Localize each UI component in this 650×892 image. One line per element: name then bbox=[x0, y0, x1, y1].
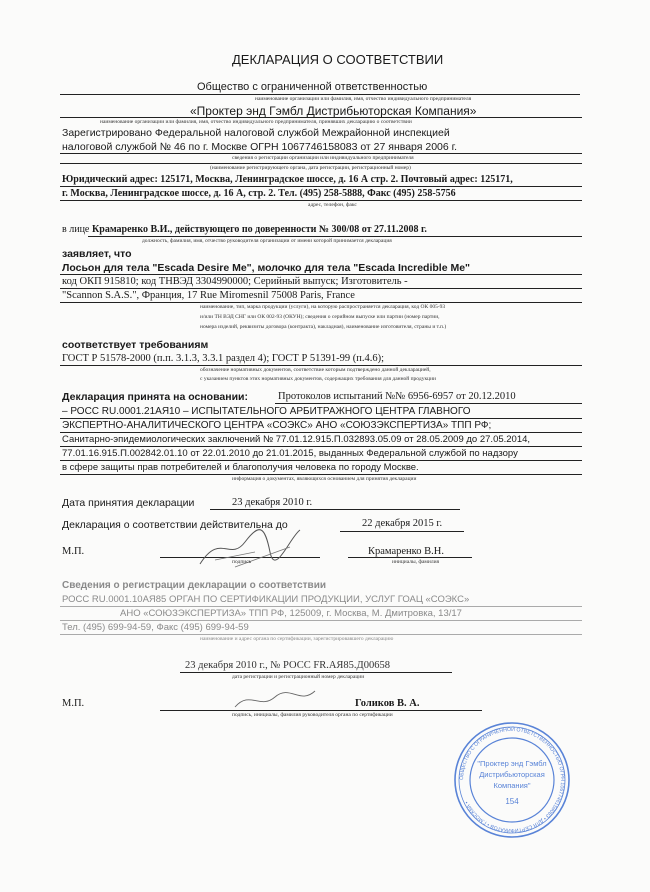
stamp-ring-text: ОБЩЕСТВО С ОГРАНИЧЕННОЙ ОТВЕТСТВЕННОСТЬЮ ОГРН 1067746158083 • ДЛЯ СЕРТИФИКАТОВ • Г.МОСКВА • bbox=[458, 726, 566, 834]
stamp-center-line1: "Проктер энд Гэмбл bbox=[477, 759, 547, 768]
accepted-label: Дата принятия декларации bbox=[62, 497, 195, 509]
divider bbox=[348, 557, 472, 558]
divider bbox=[275, 403, 582, 404]
basis-line5: 77.01.16.915.П.002842.01.10 от 22.01.2010 до 21.01.2015, выданных Федеральной службой по надзору bbox=[62, 448, 518, 459]
stamp-outer-ring bbox=[455, 723, 569, 837]
registration-line1: Зарегистрировано Федеральной налоговой службой Межрайонной инспекцией bbox=[62, 127, 450, 139]
reg-line2: АНО «СОЮЗЭКСПЕРТИЗА» ТПП РФ, 125009, г. Москва, М. Дмитровка, 13/17 bbox=[120, 608, 462, 619]
signature-scribble-2 bbox=[230, 685, 320, 715]
divider bbox=[60, 620, 582, 621]
requirements-label: соответствует требованиям bbox=[62, 339, 209, 351]
caption: подпись bbox=[232, 559, 252, 565]
divider bbox=[60, 365, 582, 366]
caption: наименование, тип, марка продукции (услуги), на которую распространяется декларация, код ОК 005-93 bbox=[200, 304, 446, 310]
divider bbox=[60, 460, 582, 461]
divider bbox=[60, 418, 582, 419]
company-form: Общество с ограниченной ответственностью bbox=[197, 81, 428, 93]
divider bbox=[60, 432, 582, 433]
divider bbox=[60, 302, 582, 303]
stamp-center-line2: Дистрибьюторская bbox=[479, 770, 545, 779]
divider bbox=[60, 153, 582, 154]
basis-line4: Санитарно-эпидемиологических заключений № 77.01.12.915.П.032893.05.09 от 28.05.2009 до 27.05.2014, bbox=[62, 434, 531, 445]
reg-line1: РОСС RU.0001.10АЯ85 ОРГАН ПО СЕРТИФИКАЦИИ ПРОДУКЦИИ, УСЛУГ ГОАЦ «СОЭКС» bbox=[62, 594, 470, 605]
caption: с указанием пунктов этих нормативных документов, содержащих требования для данной продукции bbox=[200, 376, 436, 382]
divider bbox=[60, 163, 582, 164]
caption: номера изделий, реквизиты договора (контракта), накладная), наименование изготовителя, страны и т.п.) bbox=[200, 324, 447, 330]
caption: наименование организации или фамилия, имя, отчество индивидуального предпринимателя, принявших декларацию о соответствии bbox=[100, 119, 412, 125]
caption: инициалы, фамилия bbox=[392, 559, 440, 565]
reg-date-number: 23 декабря 2010 г., № РОСС FR.АЯ85.Д00658 bbox=[185, 660, 390, 671]
divider bbox=[60, 474, 582, 475]
caption: информация о документах, являющихся основанием для принятия декларации bbox=[232, 476, 417, 482]
mp-label: М.П. bbox=[62, 546, 85, 557]
product-name: Лосьон для тела "Escada Desire Me", молочко для тела "Escada Incredible Me" bbox=[62, 262, 471, 274]
caption: (наименование регистрирующего органа, дата регистрации, регистрационный номер) bbox=[210, 165, 411, 171]
product-codes: код ОКП 915810; код ТНВЭД 3304990000; Серийный выпуск; Изготовитель - bbox=[62, 276, 408, 287]
document-title: ДЕКЛАРАЦИЯ О СООТВЕТСТВИИ bbox=[232, 52, 444, 67]
basis-line1: Протоколов испытаний №№ 6956-6957 от 20.12.2010 bbox=[278, 391, 516, 402]
caption: подпись, инициалы, фамилия руководителя органа по сертификации bbox=[232, 712, 393, 718]
address-line1: Юридический адрес: 125171, Москва, Ленинградское шоссе, д. 16 А стр. 2. Почтовый адрес: 125171, bbox=[62, 174, 513, 185]
caption: адрес, телефон, факс bbox=[308, 202, 357, 208]
stamp-center-line3: Компания" bbox=[493, 781, 531, 790]
valid-label: Декларация о соответствии действительна до bbox=[62, 519, 288, 531]
mp-label-2: М.П. bbox=[62, 698, 85, 709]
company-name: «Проктер энд Гэмбл Дистрибьюторская Компания» bbox=[190, 104, 477, 118]
basis-label: Декларация принята на основании: bbox=[62, 391, 249, 403]
person-value: Крамаренко В.И., действующего по доверенности № 300/08 от 27.11.2008 г. bbox=[92, 224, 427, 235]
stamp-inner-ring bbox=[470, 738, 554, 822]
declares-label: заявляет, что bbox=[62, 248, 132, 260]
divider bbox=[60, 186, 582, 187]
signer-name: Крамаренко В.Н. bbox=[368, 546, 444, 557]
company-stamp bbox=[452, 720, 572, 840]
caption: дата регистрации и регистрационный номер декларации bbox=[232, 674, 365, 680]
caption: должность, фамилия, имя, отчество руководителя организации от имени которой принимается декларация bbox=[142, 238, 392, 244]
divider bbox=[60, 606, 582, 607]
divider bbox=[88, 236, 582, 237]
caption: наименование и адрес органа по сертификации, зарегистрировавшего декларацию bbox=[200, 636, 394, 642]
divider bbox=[180, 672, 452, 673]
requirements-value: ГОСТ Р 51578-2000 (п.п. 3.1.3, 3.3.1 раздел 4); ГОСТ Р 51391-99 (п.4.6); bbox=[62, 353, 385, 364]
caption: сведения о регистрации организации или индивидуального предпринимателя bbox=[232, 155, 414, 161]
divider bbox=[60, 274, 582, 275]
caption: обозначение нормативных документов, соответствие которым подтверждено данной декларацией, bbox=[200, 367, 431, 373]
caption: и/или ТН ВЭД СНГ или ОК 002-93 (ОКУН); сведения о серийном выпуске или партии (номер партии, bbox=[200, 314, 440, 320]
stamp-number: 154 bbox=[505, 797, 519, 806]
divider bbox=[60, 446, 582, 447]
divider bbox=[210, 509, 460, 510]
basis-line6: в сфере защиты прав потребителей и благополучия человека по городу Москве. bbox=[62, 462, 419, 473]
registration-line2: налоговой службой № 46 по г. Москве ОГРН 1067746158083 от 27 января 2006 г. bbox=[62, 141, 458, 153]
accepted-date: 23 декабря 2010 г. bbox=[232, 497, 313, 508]
divider bbox=[160, 710, 482, 711]
reg-line3: Тел. (495) 699-94-59, Факс (495) 699-94-59 bbox=[62, 622, 249, 633]
divider bbox=[60, 94, 580, 95]
caption: наименование организации или фамилия, имя, отчество индивидуального предпринимателя bbox=[255, 96, 472, 102]
reg-heading: Сведения о регистрации декларации о соответствии bbox=[62, 580, 326, 591]
divider bbox=[60, 288, 582, 289]
address-line2: г. Москва, Ленинградское шоссе, д. 16 А, стр. 2. Тел. (495) 258-5888, Факс (495) 258-5756 bbox=[62, 188, 456, 199]
divider bbox=[340, 531, 464, 532]
basis-line2: – РОСС RU.0001.21АЯ10 – ИСПЫТАТЕЛЬНОГО АРБИТРАЖНОГО ЦЕНТРА ГЛАВНОГО bbox=[62, 406, 471, 417]
basis-line3: ЭКСПЕРТНО-АНАЛИТИЧЕСКОГО ЦЕНТРА «СОЭКС» АНО «СОЮЗЭКСПЕРТИЗА» ТПП РФ; bbox=[62, 420, 492, 431]
divider bbox=[60, 634, 582, 635]
person-prefix: в лице bbox=[62, 224, 90, 235]
divider bbox=[60, 200, 582, 201]
manufacturer: "Scannon S.A.S.", Франция, 17 Rue Miromesnil 75008 Paris, France bbox=[62, 290, 355, 301]
valid-date: 22 декабря 2015 г. bbox=[362, 518, 443, 529]
certifier-name: Голиков В. А. bbox=[355, 698, 420, 709]
divider bbox=[60, 117, 582, 118]
